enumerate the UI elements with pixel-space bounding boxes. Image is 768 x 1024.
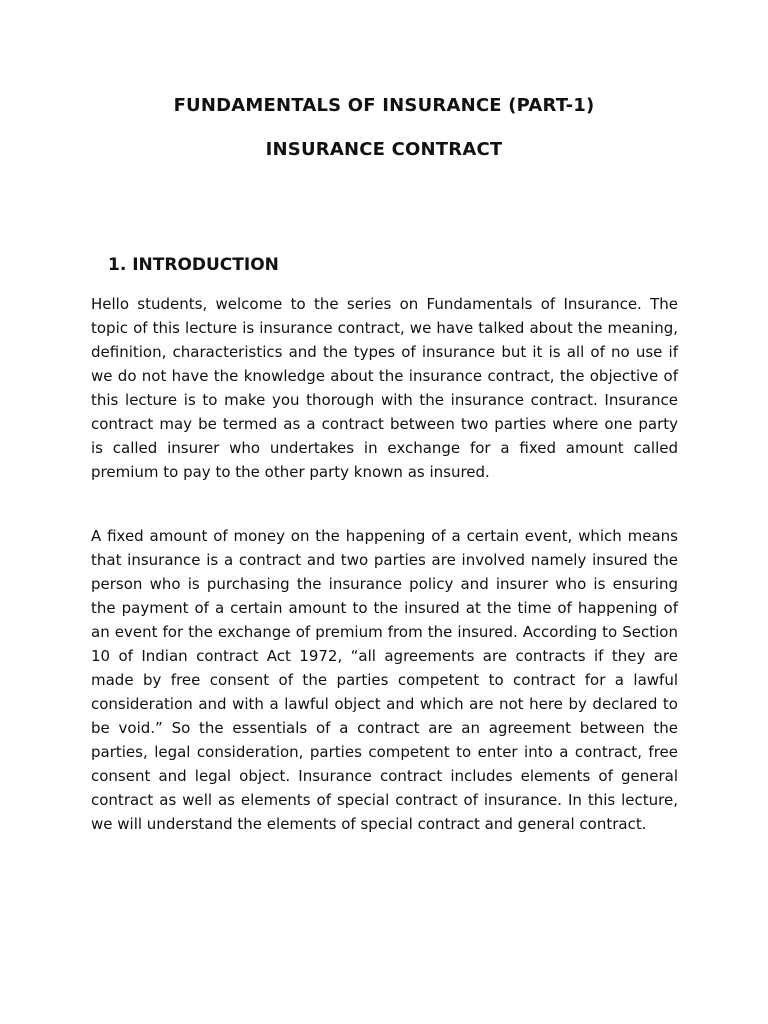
section-heading-introduction: 1. INTRODUCTION xyxy=(108,255,279,275)
document-subtitle: INSURANCE CONTRACT xyxy=(265,139,503,160)
paragraph-1: Hello students, welcome to the series on Fundamentals of Insurance. The topic of this lecture is insurance contract, we have talked about the meaning, definition, characteristics and the types of insurance but it is all of no use if we do not have the knowledge about the insurance contract, the objective of this lecture is to make you thorough with the insurance contract. Insurance contract may be termed as a contract between two parties where one party is called insurer who undertakes in exchange for a fixed amount called premium to pay to the other party known as insured. xyxy=(91,295,678,481)
paragraph-2: A fixed amount of money on the happening of a certain event, which means that insurance is a contract and two parties are involved namely insured the person who is purchasing the insurance policy and insurer who is ensuring the payment of a certain amount to the insured at the time of happening of an event for the exchange of premium from the insured. According to Section 10 of Indian contract Act 1972, “all agreements are contracts if they are made by free consent of the parties competent to contract for a lawful consideration and with a lawful object and which are not here by declared to be void.” So the essentials of a contract are an agreement between the parties, legal consideration, parties competent to enter into a contract, free consent and legal object. Insurance contract includes elements of general contract as well as elements of special contract of insurance. In this lecture, we will understand the elements of special contract and general contract. xyxy=(91,527,678,833)
document-title: FUNDAMENTALS OF INSURANCE (PART-1) xyxy=(173,95,595,116)
